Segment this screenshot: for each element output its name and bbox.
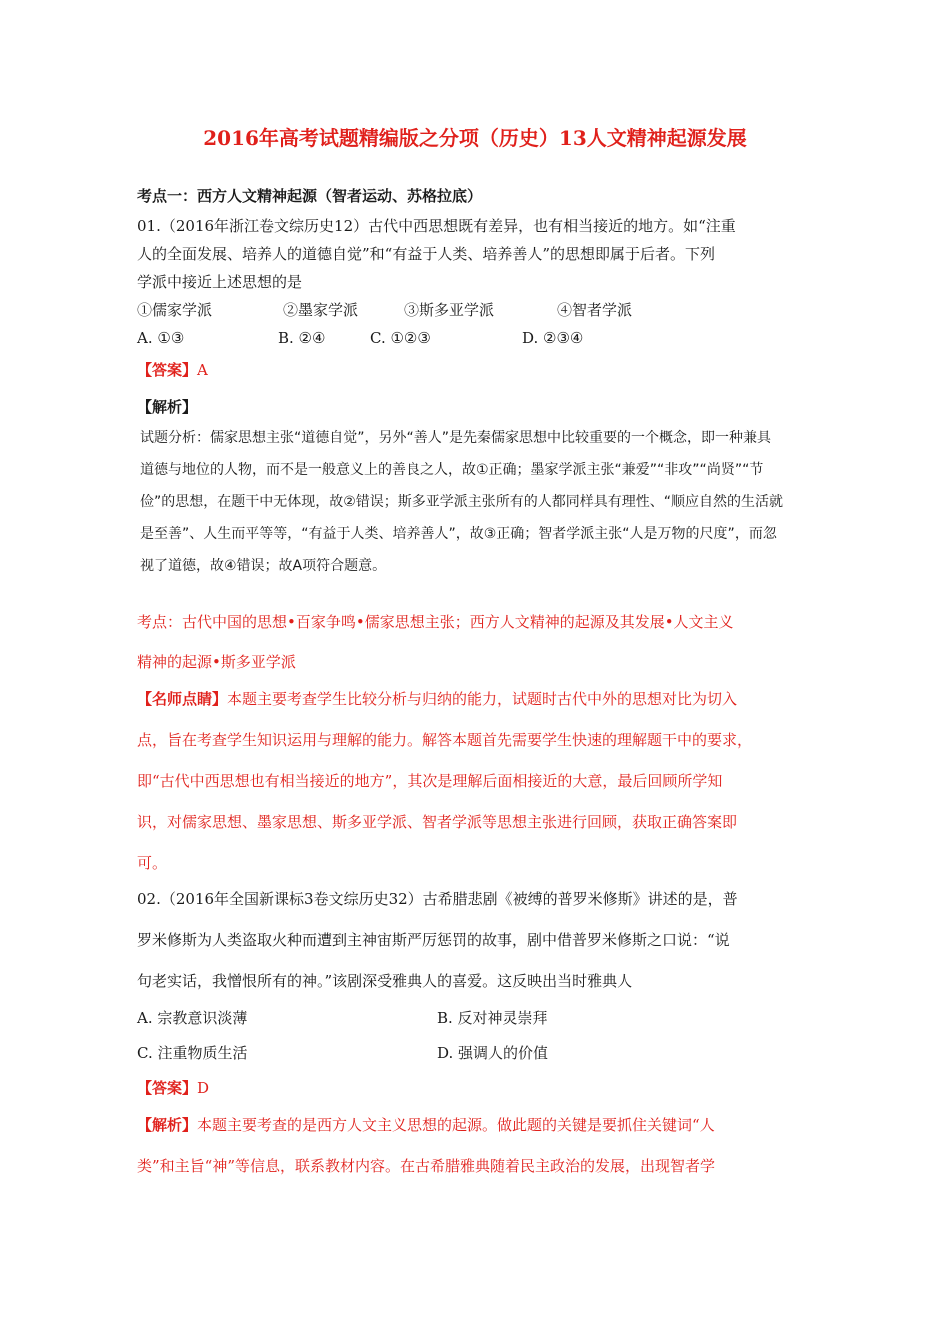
q1-kaodian-line: 精神的起源•斯多亚学派 xyxy=(137,653,296,671)
q1-stem-line: 人的全面发展、培养人的道德自觉”和“有益于人类、培养善人”的思想即属于后者。下列 xyxy=(137,245,716,263)
q2-analysis-line xyxy=(137,1115,715,1135)
q1-mingshi-line: 可。 xyxy=(137,854,168,872)
q2-stem-line: 句老实话，我憎恨所有的神。”该剧深受雅典人的喜爱。这反映出当时雅典人 xyxy=(137,972,633,990)
q2-choice-a: A. 宗教意识淡薄 xyxy=(137,1009,248,1027)
q1-mingshi-line: 即“古代中西思想也有相当接近的地方”，其次是理解后面相接近的大意，最后回顾所学知 xyxy=(137,772,723,790)
q1-mingshi-line: 点，旨在考查学生知识运用与理解的能力。解答本题首先需要学生快速的理解题干中的要求， xyxy=(137,731,753,749)
q1-choice-d: D. ②③④ xyxy=(522,329,584,347)
q2-analysis-line: 类”和主旨“神”等信息，联系教材内容。在古希腊雅典随着民主政治的发展，出现智者学 xyxy=(137,1157,716,1175)
q2-choice-c: C. 注重物质生活 xyxy=(137,1044,248,1062)
q1-item: ①儒家学派 xyxy=(137,301,213,319)
q1-analysis-tag: 【解析】 xyxy=(137,398,198,416)
q1-analysis-line: 俭”的思想，在题干中无体现，故②错误；斯多亚学派主张所有的人都同样具有理性、“顺应自然的生活就 xyxy=(140,494,784,510)
q2-stem-line: 罗米修斯为人类盗取火种而遭到主神宙斯严厉惩罚的故事，剧中借普罗米修斯之口说：“说 xyxy=(137,931,730,949)
answer-tag: 【答案】 xyxy=(137,1079,198,1097)
q1-choice-c: C. ①②③ xyxy=(370,329,431,347)
q1-choice-a: A. ①③ xyxy=(137,329,185,347)
q1-mingshi-line xyxy=(137,689,737,709)
answer-tag: 【答案】 xyxy=(137,361,198,379)
q1-mingshi-line: 识，对儒家思想、墨家思想、斯多亚学派、智者学派等思想主张进行回顾，获取正确答案即 xyxy=(137,813,738,831)
q2-choice-b: B. 反对神灵崇拜 xyxy=(437,1009,548,1027)
q1-choice-b: B. ②④ xyxy=(278,329,326,347)
answer-value: A xyxy=(197,361,208,379)
q2-stem-line: 02.（2016年全国新课标3卷文综历史32）古希腊悲剧《被缚的普罗米修斯》讲述的是，普 xyxy=(137,890,738,908)
analysis-text: 本题主要考查的是西方人文主义思想的起源。做此题的关键是要抓住关键词“人 xyxy=(197,1116,715,1134)
q2-choice-d: D. 强调人的价值 xyxy=(437,1044,549,1062)
mingshi-text: 本题主要考查学生比较分析与归纳的能力，试题时古代中外的思想对比为切入 xyxy=(227,690,738,708)
q1-analysis-line: 是至善”、人生而平等等，“有益于人类、培养善人”，故③正确；智者学派主张“人是万物的尺度”，而忽 xyxy=(140,526,777,542)
q1-analysis-line: 道德与地位的人物，而不是一般意义上的善良之人，故①正确；墨家学派主张“兼爱”“非攻”“尚贤”“节 xyxy=(140,462,764,478)
mingshi-tag: 【名师点睛】 xyxy=(137,690,228,708)
section-heading: 考点一：西方人文精神起源（智者运动、苏格拉底） xyxy=(137,187,483,205)
q1-stem-line: 学派中接近上述思想的是 xyxy=(137,273,303,291)
q1-item: ④智者学派 xyxy=(557,301,633,319)
q1-stem-line: 01.（2016年浙江卷文综历史12）古代中西思想既有差异，也有相当接近的地方。如“注重 xyxy=(137,217,736,235)
q1-answer xyxy=(137,360,208,380)
q1-analysis-line: 视了道德，故④错误；故A项符合题意。 xyxy=(140,558,387,574)
answer-value: D xyxy=(197,1079,210,1097)
q1-item: ③斯多亚学派 xyxy=(404,301,495,319)
analysis-tag: 【解析】 xyxy=(137,1116,198,1134)
q1-analysis-line: 试题分析：儒家思想主张“道德自觉”，另外“善人”是先秦儒家思想中比较重要的一个概念，即一种兼具 xyxy=(140,430,772,446)
q2-answer xyxy=(137,1078,209,1098)
q1-item: ②墨家学派 xyxy=(283,301,359,319)
q1-kaodian-line: 考点：古代中国的思想•百家争鸣•儒家思想主张；西方人文精神的起源及其发展•人文主义 xyxy=(137,613,734,631)
document-title: 2016年高考试题精编版之分项（历史）13人文精神起源发展 xyxy=(203,126,747,150)
